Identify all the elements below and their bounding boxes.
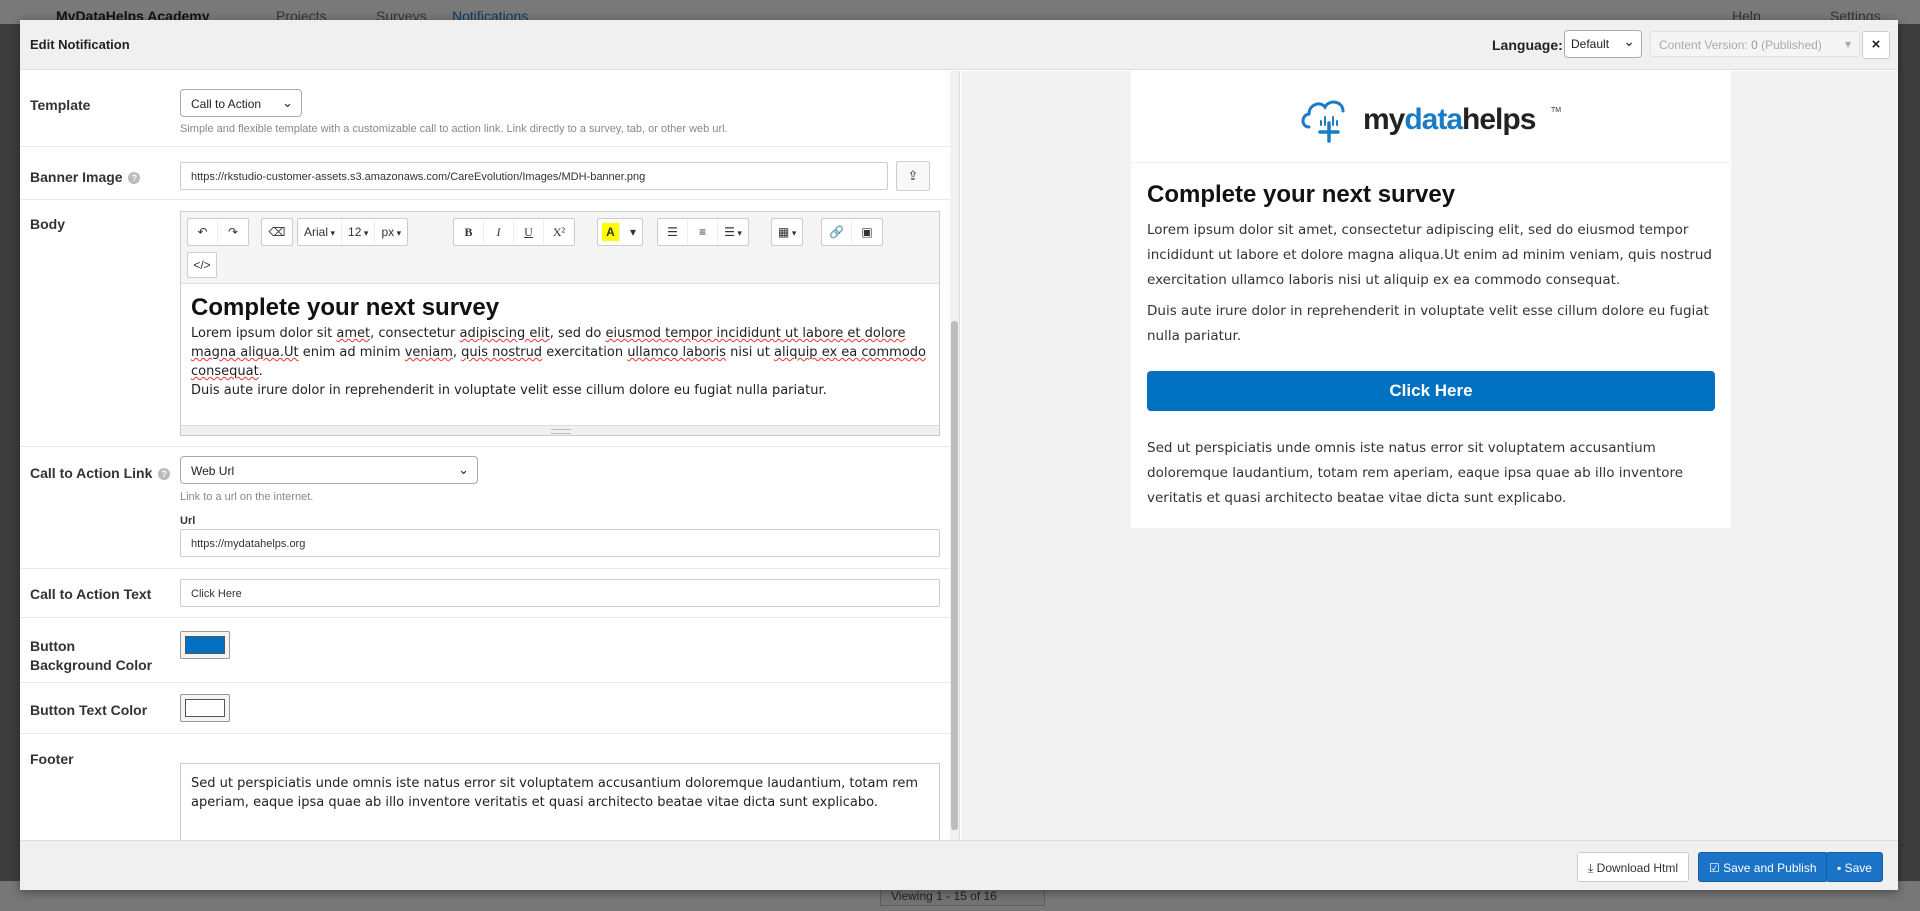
font-family-dropdown[interactable]: Arial ▾ (298, 219, 342, 245)
button-bg-color-label: Button Background Color (30, 638, 153, 673)
text-run: nisi ut (726, 345, 775, 360)
footer-label: Footer (30, 751, 74, 767)
font-unit-dropdown[interactable]: px ▾ (375, 219, 407, 245)
chevron-down-icon[interactable]: ▾ (629, 225, 637, 239)
body-heading: Complete your next survey (191, 294, 500, 321)
banner-image-label (30, 169, 140, 185)
misspelled-word: adipiscing elit (459, 326, 550, 341)
misspelled-word: veniam (404, 345, 453, 360)
help-icon[interactable]: ? (158, 468, 170, 480)
divider (20, 617, 950, 618)
body-paragraph-1 (191, 324, 931, 381)
preview-cta-button[interactable]: Click Here (1147, 371, 1715, 411)
help-icon[interactable]: ? (128, 172, 140, 184)
content-version-label: Content Version: (1659, 38, 1748, 52)
code-view-button[interactable]: </> (187, 252, 217, 278)
table-icon[interactable]: ▦ ▾ (772, 219, 802, 245)
divider (20, 199, 950, 200)
save-button[interactable] (1826, 852, 1883, 882)
text-run: , consectetur (370, 326, 460, 341)
content-version-status: (Published) (1761, 38, 1822, 52)
paragraph-group (657, 218, 749, 246)
button-text-color-picker[interactable] (180, 694, 230, 722)
clear-format-group (261, 218, 293, 246)
preview-footer: Sed ut perspiciatis unde omnis iste natus error sit voluptatem accusantium doloremque laudantium, totam rem aperiam, eaque ipsa quae ab illo inventore veritatis et quasi architecto beatae vitae dicta sunt explicabo. (1147, 440, 1684, 506)
align-icon[interactable]: ☰ ▾ (718, 219, 748, 245)
modal-header (20, 20, 1898, 70)
cta-link-type-value: Web Url (191, 464, 235, 478)
footer-editor[interactable] (180, 763, 940, 840)
misspelled-word: aliquip ex ea commodo consequat (191, 345, 926, 379)
template-select-value: Call to Action (191, 97, 262, 111)
color-fill (185, 699, 225, 717)
button-bg-color-picker[interactable] (180, 631, 230, 659)
divider (20, 733, 950, 734)
save-and-publish-label: Save and Publish (1723, 861, 1817, 875)
template-label: Template (30, 97, 91, 113)
preview-body (1147, 218, 1717, 355)
upload-icon: ⇪ (907, 168, 919, 183)
body-paragraph-2: Duis aute irure dolor in reprehenderit in voluptate velit esse cillum dolore eu fugiat nulla pariatur. (191, 383, 827, 398)
language-select-value: Default (1571, 37, 1610, 51)
eraser-icon[interactable]: ⌫ (268, 225, 286, 239)
editor-toolbar (181, 212, 939, 284)
close-button[interactable] (1862, 31, 1890, 59)
save-and-publish-button[interactable] (1698, 852, 1828, 882)
upload-button[interactable] (896, 161, 930, 191)
cta-text-label: Call to Action Text (30, 586, 152, 602)
color-group (597, 218, 643, 246)
floppy-disk-icon: ▪ (1837, 861, 1842, 875)
misspelled-word: eiusmod tempor incididunt ut labore et dolore magna (191, 326, 906, 360)
font-size-dropdown[interactable]: 12 ▾ (342, 219, 375, 245)
superscript-button[interactable]: X² (552, 225, 566, 239)
cta-url-input[interactable]: https://mydatahelps.org (180, 529, 940, 557)
preview-paragraph-1: Lorem ipsum dolor sit amet, consectetur adipiscing elit, sed do eiusmod tempor incididunt ut labore et dolore magna aliqua.Ut enim ad minim veniam, quis nostrud exercitation ullamco laboris nisi ut aliquip ex ea commodo consequat. (1147, 222, 1712, 288)
text-run: exercitation (542, 345, 628, 360)
logo-wordmark (1363, 103, 1535, 137)
template-select[interactable] (180, 89, 302, 117)
table-group (771, 218, 803, 246)
style-group (453, 218, 575, 246)
insert-group (821, 218, 883, 246)
cloud-cross-icon (1299, 89, 1355, 145)
history-group (187, 218, 249, 246)
template-hint: Simple and flexible template with a customizable call to action link. Link directly to a survey, tab, or other web url. (180, 123, 728, 135)
misspelled-word: quis nostrud (461, 345, 543, 360)
cta-link-label (30, 465, 170, 481)
language-label: Language: (1492, 37, 1563, 53)
preview-panel (961, 71, 1898, 840)
modal-footer (20, 840, 1898, 890)
divider (20, 568, 950, 569)
download-html-button[interactable] (1577, 852, 1689, 882)
link-icon[interactable]: 🔗 (822, 219, 852, 245)
chevron-down-icon: ⌄ (458, 462, 469, 477)
divider (20, 446, 950, 447)
cta-link-hint: Link to a url on the internet. (180, 491, 314, 503)
preview-banner (1131, 71, 1731, 163)
cta-text-input[interactable]: Click Here (180, 579, 940, 607)
divider (20, 682, 950, 683)
redo-icon[interactable]: ↷ (227, 225, 239, 239)
form-scrollbar[interactable] (950, 71, 959, 840)
modal-title: Edit Notification (30, 37, 130, 52)
misspelled-word: amet (336, 326, 371, 341)
undo-icon[interactable]: ↶ (188, 219, 218, 245)
preview-title: Complete your next survey (1147, 181, 1456, 208)
button-text-color-label: Button Text Color (30, 702, 148, 718)
preview-paragraph-2: Duis aute irure dolor in reprehenderit in voluptate velit esse cillum dolore eu fugiat nulla pariatur. (1147, 303, 1709, 344)
logo-word: my (1363, 103, 1405, 136)
misspelled-word: ullamco laboris (627, 345, 727, 360)
text-run: , sed do (549, 326, 606, 341)
close-icon: × (1871, 36, 1881, 53)
bullet-list-icon[interactable]: ☰ (658, 219, 688, 245)
form-scrollbar-thumb[interactable] (951, 321, 958, 830)
download-icon: ⤓ (1588, 861, 1594, 875)
edit-notification-modal (20, 20, 1898, 890)
cta-link-type-select[interactable] (180, 456, 478, 484)
form-panel (20, 71, 960, 840)
banner-image-url-input[interactable]: https://rkstudio-customer-assets.s3.amazonaws.com/CareEvolution/Images/MDH-banner.png (180, 162, 888, 190)
logo-word: data (1404, 103, 1463, 136)
logo-word: helps (1462, 103, 1536, 136)
body-rich-text-editor[interactable] (180, 211, 940, 436)
content-version-number: 0 (1751, 38, 1758, 52)
font-group (297, 218, 408, 246)
text-run: . (258, 364, 263, 379)
bold-button[interactable]: B (454, 219, 484, 245)
check-square-icon: ☑ (1709, 861, 1720, 875)
footer-text: Sed ut perspiciatis unde omnis iste natus error sit voluptatem accusantium doloremque laudantium, totam rem aperiam, eaque ipsa quae ab illo inventore veritatis et quasi architecto beatae vitae dicta sunt explicabo. (191, 776, 919, 810)
mydatahelps-logo (1299, 89, 1562, 145)
chevron-down-icon: ▾ (1844, 37, 1851, 51)
content-version-select[interactable] (1650, 31, 1860, 57)
download-html-label: Download Html (1596, 861, 1679, 875)
text-run: , (452, 345, 462, 360)
misspelled-word: aliqua.Ut (240, 345, 299, 360)
language-select[interactable] (1564, 30, 1642, 58)
image-icon[interactable]: ▣ (861, 225, 873, 239)
text-run: Lorem ipsum dolor sit (191, 326, 337, 341)
divider (20, 146, 950, 147)
cta-link-label-text: Call to Action Link (30, 465, 153, 481)
save-label: Save (1844, 861, 1872, 875)
editor-resize-handle[interactable] (181, 425, 939, 435)
underline-button[interactable]: U (514, 219, 544, 245)
numbered-list-icon[interactable]: ≡ (688, 219, 718, 245)
chevron-down-icon: ⌄ (282, 95, 293, 110)
email-preview (1131, 71, 1731, 528)
url-label: Url (180, 515, 196, 527)
logo-trademark: TM (1551, 107, 1562, 114)
editor-content[interactable] (191, 294, 931, 400)
highlight-color-button[interactable]: A (602, 223, 620, 241)
italic-button[interactable]: I (484, 219, 514, 245)
color-fill (185, 636, 225, 654)
body-label: Body (30, 216, 65, 232)
banner-image-label-text: Banner Image (30, 169, 123, 185)
text-run: enim ad minim (298, 345, 405, 360)
